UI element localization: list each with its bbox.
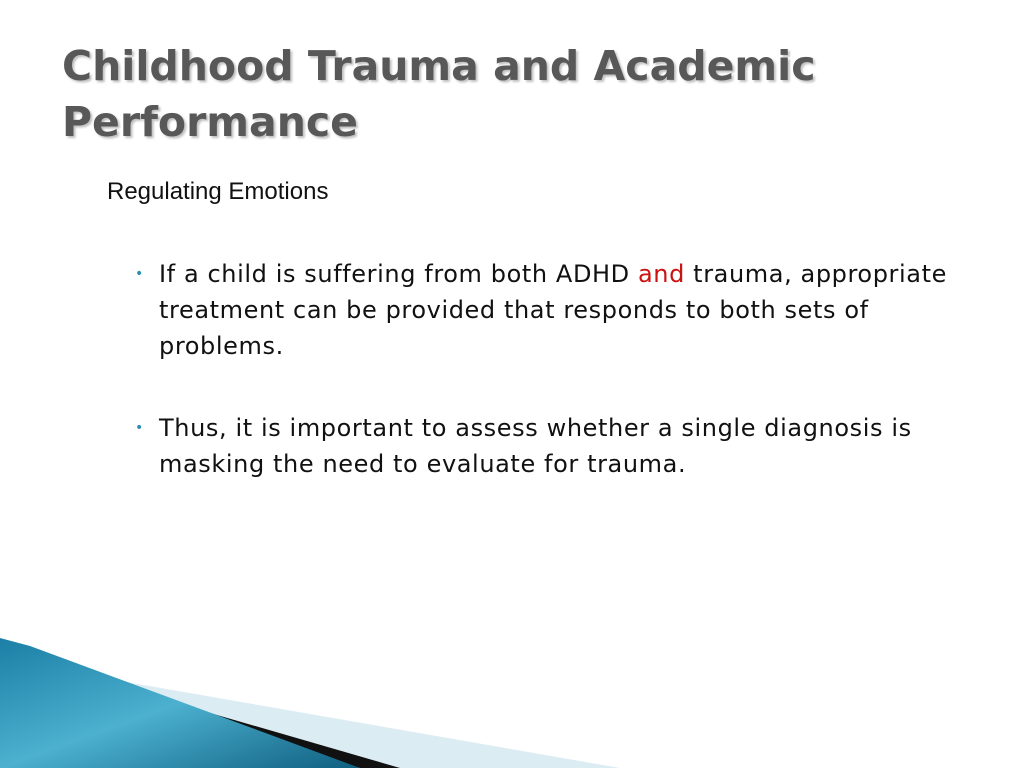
slide-subtitle: Regulating Emotions bbox=[107, 178, 329, 205]
bullet-list bbox=[130, 256, 950, 528]
bullet-marker-icon: • bbox=[135, 266, 144, 282]
bullet-text-after: trauma, appropriate treatment can be provided that responds to both sets of problems. bbox=[159, 260, 947, 360]
bullet-text: Thus, it is important to assess whether a single diagnosis is masking the need to evaluate for trauma. bbox=[159, 414, 912, 478]
corner-swoosh-decoration bbox=[0, 638, 1024, 768]
bullet-item bbox=[130, 256, 950, 364]
slide-title: Childhood Trauma and Academic Performance bbox=[62, 42, 816, 146]
decor-blue-wedge bbox=[0, 638, 360, 768]
bullet-item bbox=[130, 410, 950, 482]
bullet-text-before: If a child is suffering from both ADHD bbox=[159, 260, 638, 288]
bullet-emphasis: and bbox=[638, 260, 685, 288]
bullet-marker-icon: • bbox=[135, 420, 144, 436]
